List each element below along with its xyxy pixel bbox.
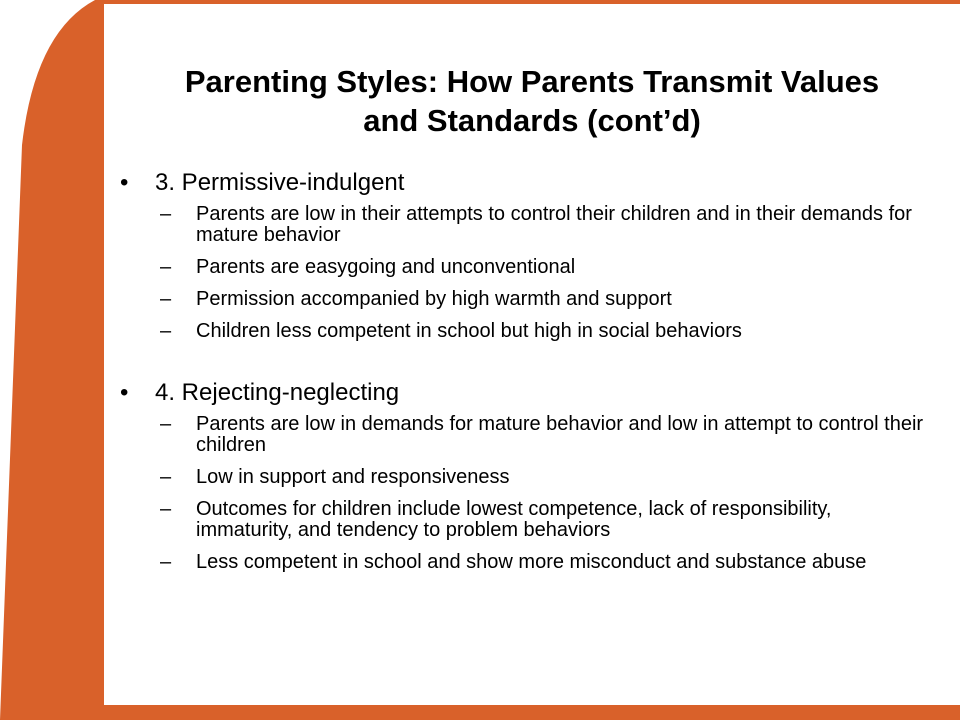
dash-marker: – xyxy=(160,203,172,225)
list-item-text: Parents are easygoing and unconventional xyxy=(196,256,576,278)
dash-marker: – xyxy=(160,466,172,488)
title-line-1: Parenting Styles: How Parents Transmit Values xyxy=(184,64,880,99)
dash-marker: – xyxy=(160,413,172,435)
list-item xyxy=(160,414,940,456)
list-item xyxy=(160,552,940,573)
title-line-2: and Standards (cont’d) xyxy=(363,103,701,138)
list-item xyxy=(160,499,940,541)
sub-bullet-list xyxy=(120,204,940,342)
list-item-text: Parents are low in their attempts to control their children and in their demands for mature behavior xyxy=(196,203,912,246)
list-item-text: Low in support and responsiveness xyxy=(196,466,510,488)
list-item-text: Children less competent in school but high in social behaviors xyxy=(196,320,742,342)
dash-marker: – xyxy=(160,498,172,520)
list-item xyxy=(160,321,940,342)
bullet-heading-text: 3. Permissive-indulgent xyxy=(155,169,405,196)
list-item-text: Less competent in school and show more misconduct and substance abuse xyxy=(196,551,867,573)
dash-marker: – xyxy=(160,256,172,278)
dash-marker: – xyxy=(160,288,172,310)
page-title xyxy=(104,62,960,140)
sub-bullet-list xyxy=(120,414,940,573)
list-item xyxy=(160,467,940,488)
list-item-text: Outcomes for children include lowest competence, lack of responsibility, immaturity, and tendency to problem behaviors xyxy=(196,498,832,541)
bullet-heading-text: 4. Rejecting-neglecting xyxy=(155,379,400,406)
list-item xyxy=(160,289,940,310)
list-item-text: Permission accompanied by high warmth and support xyxy=(196,288,672,310)
bullet-group-neglecting xyxy=(120,378,940,573)
bullet-dot: • xyxy=(120,379,129,406)
list-item-text: Parents are low in demands for mature behavior and low in attempt to control their children xyxy=(196,413,924,456)
bullet-heading xyxy=(120,168,940,198)
slide-content xyxy=(120,168,940,584)
list-item xyxy=(160,257,940,278)
dash-marker: – xyxy=(160,551,172,573)
dash-marker: – xyxy=(160,320,172,342)
bullet-dot: • xyxy=(120,169,129,196)
list-item xyxy=(160,204,940,246)
bullet-heading xyxy=(120,378,940,408)
bullet-group-permissive xyxy=(120,168,940,342)
